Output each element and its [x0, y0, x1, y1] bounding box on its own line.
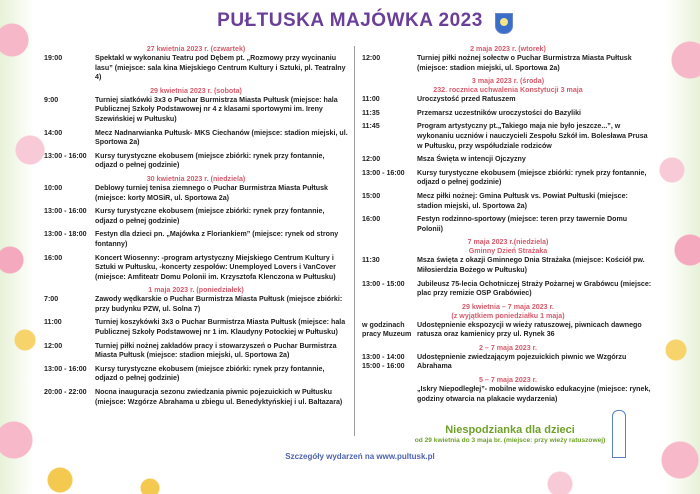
event-time: w godzinach pracy Muzeum	[362, 320, 412, 339]
event-description: Turniej koszykówki 3x3 o Puchar Burmistrza Miasta Pułtusk (miejsce: hala Publicznej Szkoły Podstawowej nr 1 im. Klaudyny Potockiej w Pułtusku)	[95, 318, 346, 337]
event-row	[362, 280, 654, 299]
left-column	[44, 45, 348, 411]
event-description: Festyn dla dzieci pn. „Majówka z Floriankiem” (miejsce: rynek od strony fontanny)	[95, 230, 339, 248]
tower-icon	[612, 410, 626, 458]
surprise-note: od 29 kwietnia do 3 maja br. (miejsce: przy wieży ratuszowej)	[414, 437, 606, 444]
event-time: 7:00	[44, 295, 59, 304]
event-time: 11:45	[362, 122, 380, 131]
event-time: 12:00	[362, 54, 381, 62]
event-row	[362, 155, 654, 165]
event-row	[44, 54, 348, 83]
event-description: Msza święta z okazji Gminnego Dnia Strażaka (miejsce: Kościół pw. Miłosierdzia Bożego w Pułtusku)	[417, 256, 645, 274]
event-row	[362, 321, 654, 340]
event-row	[44, 129, 348, 148]
event-time: 12:00	[362, 155, 381, 164]
event-time: 11:30	[362, 256, 380, 265]
event-row	[362, 385, 654, 404]
event-description: Kursy turystyczne ekobusem (miejsce zbiórki: rynek przy fontannie, odjazd o pełnej godzinie)	[95, 151, 325, 170]
event-description: Kursy turystyczne ekobusem (miejsce zbiórki: rynek przy fontannie, odjazd o pełnej godzinie)	[95, 207, 325, 225]
date-heading: 30 kwietnia 2023 r. (niedziela)	[146, 174, 246, 183]
event-description: Deblowy turniej tenisa ziemnego o Puchar Burmistrza Miasta Pułtusk (miejsce: korty MOSiR, ul. Sportowa 2a)	[95, 183, 328, 202]
event-description: Jubileusz 75-lecia Ochotniczej Straży Pożarnej w Grabówcu (miejsce: plac przy remizie OSP Grabówiec)	[417, 279, 652, 298]
event-time: 13:00 - 15:00	[362, 279, 405, 288]
event-description: Koncert Wiosenny: -program artystyczny Miejskiego Centrum Kultury i Sztuki w Pułtusku, -koncerty zespołów: Unemployed Lovers i VanCover (miejsce: Amfiteatr Domu Polonii im. Krzysztofa Klenczona w Pułtusku)	[95, 253, 336, 281]
event-row	[362, 215, 654, 234]
event-row	[362, 109, 654, 119]
event-row	[44, 207, 348, 226]
date-heading: 5 – 7 maja 2023 r.	[479, 376, 537, 385]
event-time: 13:00 - 16:00	[44, 151, 87, 160]
event-time: 14:00	[44, 128, 63, 137]
event-description: Uroczystość przed Ratuszem	[417, 95, 516, 104]
event-description: Udostępnienie ekspozycji w wieży ratuszowej, piwnicach dawnego ratusza oraz kamienicy przy ul. Rynek 36	[417, 320, 642, 339]
event-description: Mecz piłki nożnej: Gmina Pułtusk vs. Powiat Pułtuski (miejsce: stadion miejski, ul. Sportowa 2a)	[417, 191, 628, 210]
right-column	[362, 45, 654, 408]
event-row	[44, 254, 348, 283]
event-description: Msza Święta w intencji Ojczyzny	[417, 155, 526, 164]
event-description: Kursy turystyczne ekobusem (miejsce zbiórki: rynek przy fontannie, odjazd o pełnej godzinie)	[95, 364, 325, 383]
event-row	[362, 54, 654, 73]
event-row	[362, 256, 654, 275]
event-row	[44, 152, 348, 171]
event-time: 11:00	[362, 95, 380, 104]
event-row	[44, 365, 348, 384]
event-row	[362, 122, 654, 151]
event-row	[44, 318, 348, 337]
event-description: Kursy turystyczne ekobusem (miejsce zbiórki: rynek przy fontannie, odjazd o pełnej godzinie)	[417, 168, 647, 187]
date-heading: 2 – 7 maja 2023 r.	[479, 343, 537, 352]
event-row	[44, 184, 348, 203]
event-row	[44, 388, 348, 407]
event-time	[362, 385, 417, 404]
event-description: Turniej piłki nożnej zakładów pracy i stowarzyszeń o Puchar Burmistrza Miasta Pułtusk (miejsce: stadion miejski, ul. Sportowa 2a)	[95, 341, 337, 360]
event-row	[44, 295, 348, 314]
event-row	[362, 95, 654, 105]
event-time: 13:00 - 16:00	[44, 207, 87, 216]
date-heading: 29 kwietnia – 7 maja 2023 r.	[462, 302, 554, 311]
event-time: 13:00 - 18:00	[44, 230, 87, 239]
event-description: Mecz Nadnarwianka Pułtusk- MKS Ciechanów (miejsce: stadion miejski, ul. Sportowa 2a)	[95, 128, 348, 147]
event-description: Udostępnienie zwiedzającym pojezuickich piwnic we Wzgórzu Abrahama	[417, 352, 627, 371]
event-row	[362, 192, 654, 211]
website-link[interactable]: Szczegóły wydarzeń na www.pultusk.pl	[285, 452, 435, 461]
event-description: Nocna inauguracja sezonu zwiedzania piwnic pojezuickich w Pułtusku (miejsce: Wzgórze Abrahama u zbiegu ul. Benedyktyńskiej i ul. Baltazara)	[95, 388, 343, 406]
column-divider	[354, 46, 355, 436]
date-heading: 7 maja 2023 r.(niedziela)	[467, 238, 549, 247]
event-description: Przemarsz uczestników uroczystości do Bazyliki	[417, 108, 582, 117]
event-description: Festyn rodzinno-sportowy (miejsce: teren przy tawernie Domu Polonii)	[417, 215, 628, 233]
date-heading: Gminny Dzień Strażaka	[468, 247, 548, 256]
event-row	[44, 342, 348, 361]
event-time: 10:00	[44, 183, 63, 192]
event-time: 13:00 - 14:00 15:00 - 16:00	[362, 352, 405, 371]
event-time: 20:00 - 22:00	[44, 388, 87, 397]
event-description: Spektakl w wykonaniu Teatru pod Dębem pt. „Rozmowy przy wycinaniu lasu” (miejsce: sala kina Miejskiego Centrum Kultury i Sztuki, pl. Teatralny 4)	[95, 54, 346, 82]
event-time: 19:00	[44, 54, 63, 62]
event-description: Zawody wędkarskie o Puchar Burmistrza Miasta Pułtusk (miejsce zbiórki: przy budynku PZW, ul. Solna 7)	[95, 295, 343, 313]
event-time: 11:00	[44, 318, 62, 327]
event-time: 12:00	[44, 341, 63, 350]
event-time: 13:00 - 16:00	[44, 364, 87, 373]
date-heading: 1 maja 2023 r. (poniedziałek)	[148, 286, 244, 295]
poster-title: PUŁTUSKA MAJÓWKA 2023	[217, 10, 483, 31]
event-time: 15:00	[362, 191, 381, 200]
event-description: „Iskry Niepodległej”- mobilne widowisko edukacyjne (miejsce: rynek, godziny otwarcia na plakacie wydarzenia)	[417, 385, 651, 403]
event-description: Turniej siatkówki 3x3 o Puchar Burmistrza Miasta Pułtusk (miejsce: hala Publicznej Szkoły Podstawowej nr 4 z klasami sportowymi im. Ireny Szewińskiej w Pułtusku)	[95, 95, 338, 123]
date-heading: 2 maja 2023 r. (wtorek)	[470, 45, 546, 53]
date-heading: 27 kwietnia 2023 r. (czwartek)	[146, 45, 246, 53]
date-heading: 29 kwietnia 2023 r. (sobota)	[150, 86, 242, 95]
event-row	[362, 169, 654, 188]
event-time: 13:00 - 16:00	[362, 168, 405, 177]
event-time: 16:00	[44, 253, 63, 262]
event-time: 16:00	[362, 215, 381, 224]
event-time: 9:00	[44, 95, 59, 104]
event-time: 11:35	[362, 108, 380, 117]
event-description: Program artystyczny pt.„Takiego maja nie było jeszcze...”, w wykonaniu uczniów i nauczycieli Zespołu Szkół im. Bolesława Prusa w Pułtusku, przy współudziale rodziców	[417, 122, 648, 150]
event-description: Turniej piłki nożnej sołectw o Puchar Burmistrza Miasta Pułtusk (miejsce: stadion miejski, ul. Sportowa 2a)	[417, 54, 632, 72]
date-heading: (z wyjątkiem poniedziałku 1 maja)	[451, 311, 565, 320]
date-heading: 3 maja 2023 r. (środa)	[471, 77, 545, 86]
event-row	[44, 230, 348, 249]
surprise-title: Niespodzianka dla dzieci	[445, 424, 575, 436]
date-heading: 232. rocznica uchwalenia Konstytucji 3 maja	[433, 86, 583, 95]
town-crest-icon	[495, 13, 513, 34]
event-row	[362, 353, 654, 372]
event-row	[44, 96, 348, 125]
